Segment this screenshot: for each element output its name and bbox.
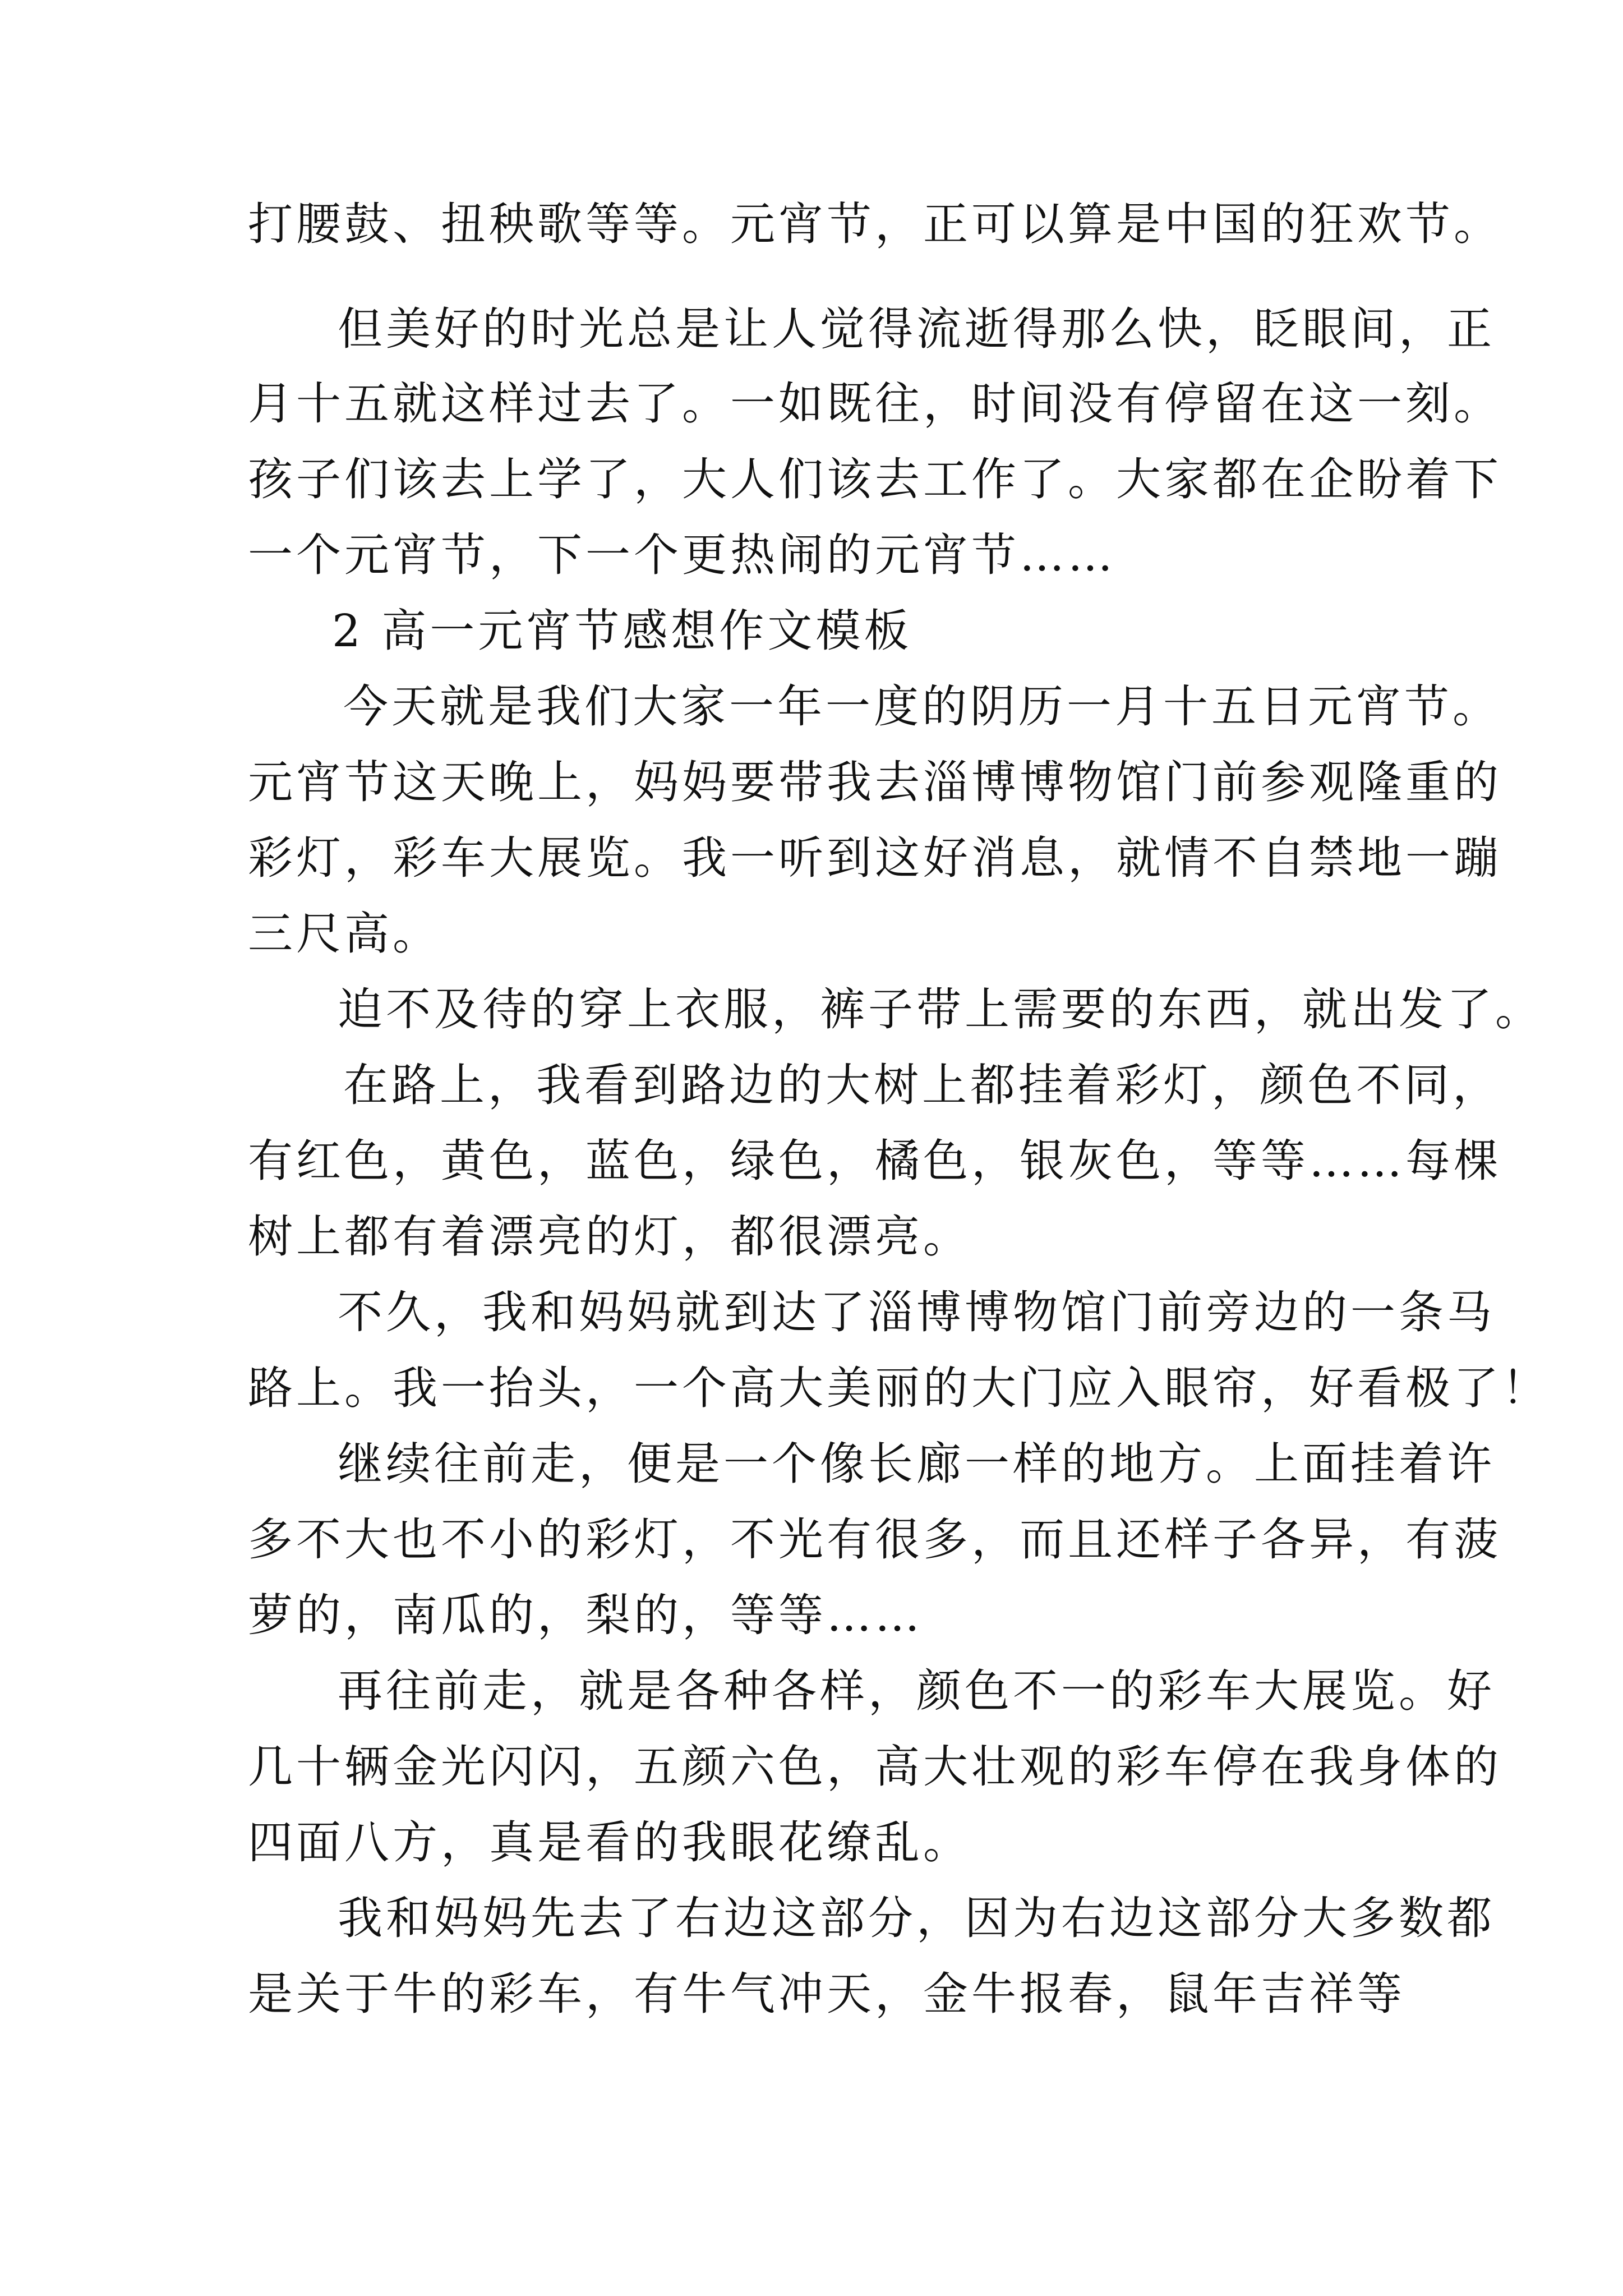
- text-line: 孩子们该去上学了，大人们该去工作了。大家都在企盼着下: [248, 453, 1502, 505]
- text-line: 多不大也不小的彩灯，不光有很多，而且还样子各异，有菠: [248, 1513, 1502, 1566]
- section-heading: 2 高一元宵节感想作文模板: [332, 605, 912, 657]
- text-line: 萝的，南瓜的，梨的，等等……: [248, 1589, 923, 1641]
- text-line: 路上。我一抬头，一个高大美丽的大门应入眼帘，好看极了！: [248, 1362, 1550, 1414]
- text-line: 今天就是我们大家一年一度的阴历一月十五日元宵节。: [343, 680, 1501, 733]
- text-line: 打腰鼓、扭秧歌等等。元宵节，正可以算是中国的狂欢节。: [248, 198, 1502, 250]
- text-line: 一个元宵节，下一个更热闹的元宵节……: [248, 529, 1116, 581]
- text-line: 继续往前走，便是一个像长廊一样的地方。上面挂着许: [338, 1438, 1495, 1490]
- text-line: 四面八方，真是看的我眼花缭乱。: [248, 1816, 971, 1869]
- text-line: 我和妈妈先去了右边这部分，因为右边这部分大多数都: [338, 1892, 1495, 1944]
- text-line: 但美好的时光总是让人觉得流逝得那么快，眨眼间，正: [338, 303, 1495, 355]
- text-line: 再往前走，就是各种各样，颜色不一的彩车大展览。好: [338, 1665, 1495, 1717]
- text-line: 元宵节这天晚上，妈妈要带我去淄博博物馆门前参观隆重的: [248, 756, 1502, 808]
- text-line: 不久，我和妈妈就到达了淄博博物馆门前旁边的一条马: [338, 1286, 1495, 1338]
- text-line: 是关于牛的彩车，有牛气冲天，金牛报春，鼠年吉祥等: [248, 1968, 1405, 2020]
- text-line: 有红色，黄色，蓝色，绿色，橘色，银灰色，等等……每棵: [248, 1135, 1502, 1187]
- text-line: 彩灯，彩车大展览。我一听到这好消息，就情不自禁地一蹦: [248, 832, 1502, 884]
- text-line: 迫不及待的穿上衣服，裤子带上需要的东西，就出发了。: [338, 983, 1543, 1036]
- text-line: 在路上，我看到路边的大树上都挂着彩灯，颜色不同，: [343, 1059, 1501, 1111]
- text-line: 树上都有着漂亮的灯，都很漂亮。: [248, 1211, 971, 1263]
- text-line: 几十辆金光闪闪，五颜六色，高大壮观的彩车停在我身体的: [248, 1741, 1502, 1793]
- text-line: 月十五就这样过去了。一如既往，时间没有停留在这一刻。: [248, 378, 1502, 430]
- text-line: 三尺高。: [248, 908, 441, 960]
